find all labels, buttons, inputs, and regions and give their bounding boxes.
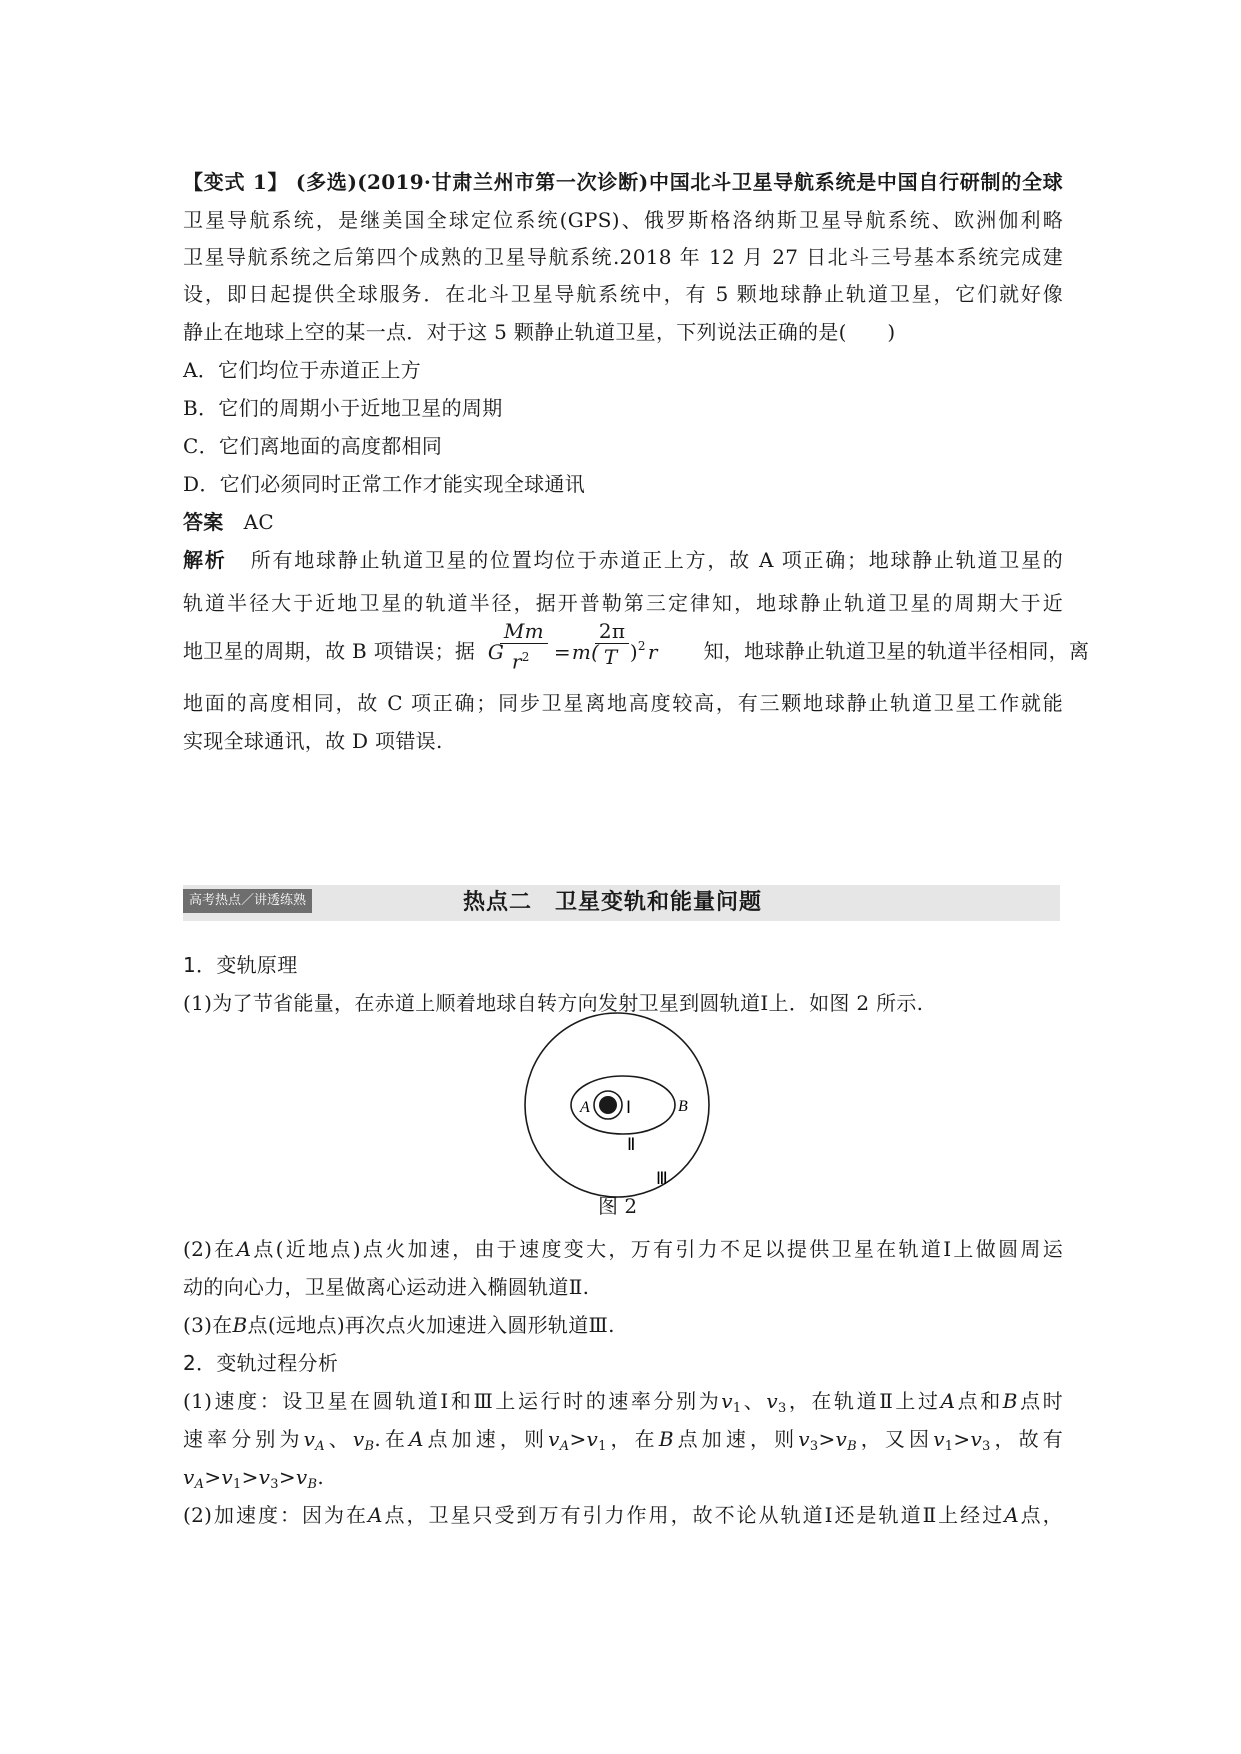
label-A: A bbox=[580, 1099, 590, 1116]
answer-value: AC bbox=[243, 510, 274, 534]
label-II: Ⅱ bbox=[627, 1135, 636, 1154]
analysis-line-4: 地面的高度相同，故 C 项正确；同步卫星离地高度较高，有三颗地球静止轨道卫星工作就能 bbox=[183, 691, 1063, 715]
formula-2pi: 2π bbox=[598, 619, 626, 643]
option-d: D．它们必须同时正常工作才能实现全球通讯 bbox=[183, 472, 586, 496]
analysis-label: 解析 bbox=[183, 548, 227, 572]
formula-T: T bbox=[603, 645, 618, 669]
formula-G: G bbox=[487, 640, 505, 664]
section1-p2-line1: (2)在A点(近地点)点火加速，由于速度变大，万有引力不足以提供卫星在轨道Ⅰ上做圆周运 bbox=[183, 1237, 1064, 1261]
option-a: A．它们均位于赤道正上方 bbox=[183, 358, 422, 382]
section2-heading: 2．变轨过程分析 bbox=[183, 1351, 339, 1375]
point-A: A bbox=[236, 1237, 252, 1261]
figure-caption: 图 2 bbox=[598, 1194, 638, 1218]
accel-line: (2)加速度：因为在A点，卫星只受到万有引力作用，故不论从轨道Ⅰ还是轨道Ⅱ上经过A点， bbox=[183, 1503, 1063, 1527]
formula-eq: = bbox=[553, 640, 571, 664]
variant-line-2: 卫星导航系统，是继美国全球定位系统(GPS)、俄罗斯格洛纳斯卫星导航系统、欧洲伽利略 bbox=[183, 208, 1063, 232]
analysis-line-1-text: 所有地球静止轨道卫星的位置均位于赤道正上方，故 A 项正确；地球静止轨道卫星的 bbox=[250, 548, 1063, 572]
label-III: Ⅲ bbox=[656, 1169, 668, 1188]
analysis-line-3-post: 知，地球静止轨道卫星的轨道半径相同，离 bbox=[703, 639, 1090, 663]
formula-m: m( bbox=[571, 640, 600, 664]
formula-r: r bbox=[511, 649, 522, 674]
variant-line-1-text: 【变式 1】 (多选)(2019·甘肃兰州市第一次诊断)中国北斗卫星导航系统是中国自行研制的全球 bbox=[183, 170, 1063, 194]
option-c: C．它们离地面的高度都相同 bbox=[183, 434, 443, 458]
section1-heading: 1．变轨原理 bbox=[183, 953, 298, 977]
label-I: Ⅰ bbox=[626, 1098, 632, 1117]
formula-close: ) bbox=[629, 640, 638, 664]
analysis-line-2: 轨道半径大于近地卫星的轨道半径，据开普勒第三定律知，地球静止轨道卫星的周期大于近 bbox=[183, 591, 1063, 615]
speed-line-3: $v_A>v_1>v_3>v_B$. bbox=[183, 1465, 325, 1492]
point-B: B bbox=[232, 1313, 248, 1337]
analysis-line-3-pre: 地卫星的周期，故 B 项错误；据 bbox=[183, 639, 476, 663]
section1-p3: (3)在B点(远地点)再次点火加速进入圆形轨道Ⅲ. bbox=[183, 1313, 615, 1337]
answer-label: 答案 bbox=[183, 510, 224, 534]
speed-line-1: (1)速度：设卫星在圆轨道Ⅰ和Ⅲ上运行时的速率分别为$v_1$、$v_3$，在轨道Ⅱ上过A点和B点时 bbox=[183, 1389, 1063, 1416]
speed-line-2: 速率分别为$v_A$、$v_B$.在A点加速，则$v_A>v_1$，在B点加速，则$v_3>v_B$，又因$v_1>v_3$，故有 bbox=[183, 1427, 1063, 1454]
option-b: B．它们的周期小于近地卫星的周期 bbox=[183, 396, 503, 420]
banner-tag: 高考热点／讲透练熟 bbox=[183, 889, 312, 913]
formula-r-sq: 2 bbox=[521, 650, 530, 664]
banner-title: 热点二 卫星变轨和能量问题 bbox=[463, 890, 763, 915]
variant-line-5: 静止在地球上空的某一点．对于这 5 颗静止轨道卫星，下列说法正确的是( ) bbox=[183, 320, 896, 344]
variant-line-3: 卫星导航系统之后第四个成熟的卫星导航系统.2018 年 12 月 27 日北斗三号基本系统完成建 bbox=[183, 245, 1063, 269]
variant-line-4: 设，即日起提供全球服务．在北斗卫星导航系统中，有 5 颗地球静止轨道卫星，它们就好像 bbox=[183, 282, 1063, 306]
analysis-line-5: 实现全球通讯，故 D 项错误. bbox=[183, 729, 443, 753]
earth-icon bbox=[599, 1096, 617, 1114]
section1-p2-line2: 动的向心力，卫星做离心运动进入椭圆轨道Ⅱ. bbox=[183, 1275, 590, 1299]
formula-r2: r bbox=[647, 640, 658, 664]
label-B: B bbox=[678, 1098, 688, 1115]
formula-Mm: Mm bbox=[503, 619, 544, 643]
formula-sq2: 2 bbox=[637, 639, 646, 653]
section1-p1: (1)为了节省能量，在赤道上顺着地球自转方向发射卫星到圆轨道Ⅰ上．如图 2 所示. bbox=[183, 991, 924, 1015]
